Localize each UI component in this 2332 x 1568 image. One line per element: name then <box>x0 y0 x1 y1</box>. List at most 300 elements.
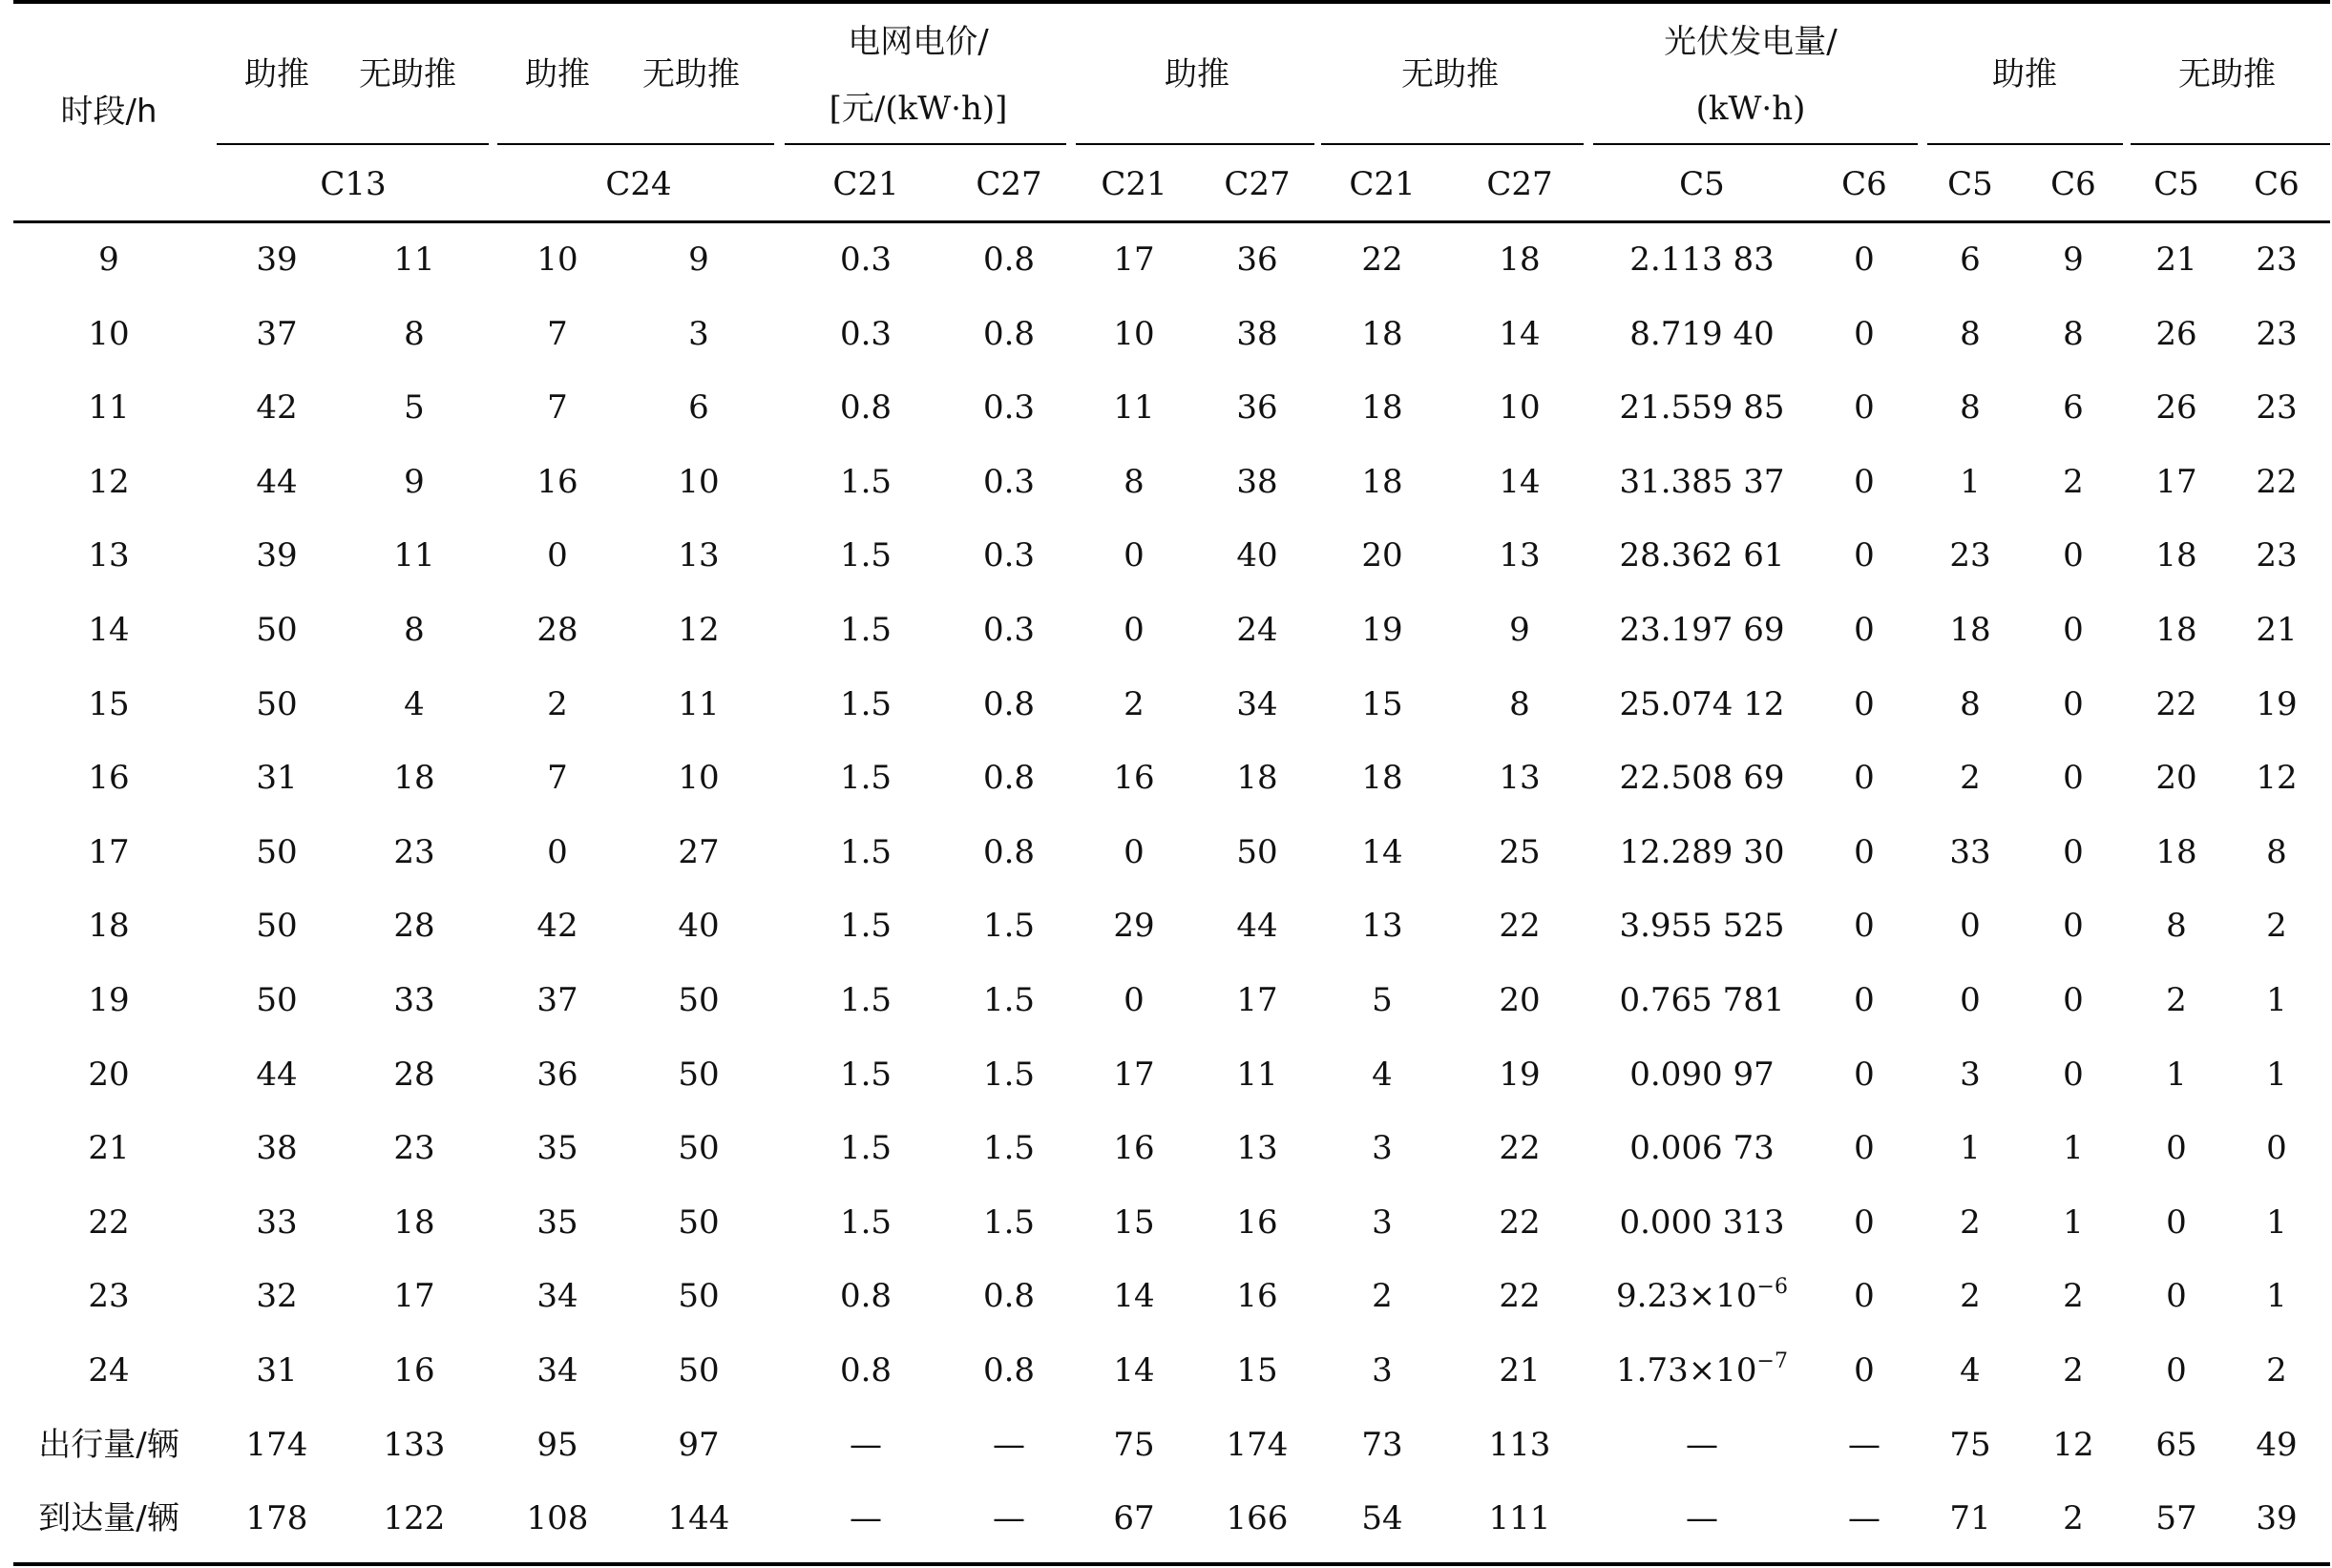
table-cell: 1.5 <box>839 1129 893 1168</box>
table-cell: 50 <box>256 981 298 1019</box>
table-cell: 0 <box>2063 1055 2084 1094</box>
row-label: 19 <box>88 981 130 1019</box>
table-cell: 3.955 525 <box>1619 907 1785 946</box>
table-cell: 6 <box>688 388 709 428</box>
table-cell: 1.5 <box>982 1202 1036 1242</box>
table-cell: 17 <box>393 1277 435 1316</box>
row-label: 10 <box>88 314 130 353</box>
row-label: 11 <box>88 388 130 428</box>
group-underline <box>1076 143 1314 145</box>
table-cell: 0.3 <box>982 388 1036 428</box>
table-cell: 42 <box>536 907 578 946</box>
table-cell: 23.197 69 <box>1619 611 1785 649</box>
sub-c27: C27 <box>1486 165 1553 203</box>
table-cell: 75 <box>1113 1425 1155 1464</box>
table-cell: 29 <box>1113 907 1155 946</box>
sub-c5: C5 <box>1679 165 1725 203</box>
table-cell: 113 <box>1488 1425 1551 1464</box>
table-cell: 1.5 <box>839 832 893 871</box>
table-cell: 23 <box>393 832 435 871</box>
table-cell: 4 <box>1960 1351 1981 1390</box>
table-cell: 33 <box>256 1202 298 1242</box>
header-price-line1: 电网电价/ <box>848 23 989 61</box>
table-cell: 50 <box>678 1351 720 1390</box>
table-cell: 17 <box>1236 981 1278 1019</box>
table-cell: 50 <box>256 907 298 946</box>
group-underline <box>1927 143 2123 145</box>
table-cell: 21.559 85 <box>1619 388 1785 428</box>
table-cell: 23 <box>2256 536 2298 575</box>
table-cell: 1.5 <box>982 1055 1036 1094</box>
table-cell: 26 <box>2155 388 2197 428</box>
table-cell: 0.8 <box>982 1351 1036 1390</box>
table-cell: 28 <box>393 1055 435 1094</box>
table-cell: 0.765 781 <box>1619 981 1785 1019</box>
table-cell: 1.5 <box>839 536 893 575</box>
table-cell: 13 <box>1361 907 1403 946</box>
table-cell: 14 <box>1361 832 1403 871</box>
sub-c5: C5 <box>2153 165 2199 203</box>
table-cell: 11 <box>393 536 435 575</box>
table-cell: 10 <box>1499 388 1541 428</box>
table-cell: 108 <box>526 1499 589 1538</box>
table-cell: 10 <box>536 240 578 279</box>
table-cell: 1 <box>2063 1202 2084 1242</box>
table-cell: 12 <box>678 611 720 649</box>
table-cell: 8 <box>1960 314 1981 353</box>
table-cell: 0.3 <box>982 611 1036 649</box>
table-cell: 0 <box>2063 611 2084 649</box>
row-label: 17 <box>88 832 130 871</box>
table-cell: 23 <box>393 1129 435 1168</box>
table-cell: 73 <box>1361 1425 1403 1464</box>
table-cell: 2 <box>547 684 568 723</box>
table-cell: 1 <box>2266 1055 2287 1094</box>
table-cell: 50 <box>678 1202 720 1242</box>
table-cell: 22 <box>1361 240 1403 279</box>
table-cell: 50 <box>1236 832 1278 871</box>
cell-exponent: −7 <box>1756 1349 1788 1373</box>
table-cell: 7 <box>547 388 568 428</box>
table-cell: 34 <box>536 1277 578 1316</box>
table-cell: 39 <box>2256 1499 2298 1538</box>
header-price-line2: [元/(kW·h)] <box>829 90 1008 128</box>
sub-c21: C21 <box>1101 165 1167 203</box>
header-pv-line2: (kW·h) <box>1695 90 1806 128</box>
table-cell: 26 <box>2155 314 2197 353</box>
table-cell: 0 <box>1854 1277 1875 1316</box>
sub-c21: C21 <box>832 165 899 203</box>
table-cell: 0 <box>1854 536 1875 575</box>
table-cell: 28.362 61 <box>1619 536 1785 575</box>
table-cell: 0 <box>2063 832 2084 871</box>
table-cell: 0 <box>1854 240 1875 279</box>
table-cell: 1 <box>1960 1129 1981 1168</box>
row-label: 20 <box>88 1055 130 1094</box>
table-cell: 32 <box>256 1277 298 1316</box>
table-cell: 0 <box>1854 611 1875 649</box>
row-label: 到达量/辆 <box>38 1499 179 1538</box>
sub-c21: C21 <box>1349 165 1416 203</box>
table-cell: 5 <box>404 388 425 428</box>
table-cell: 2 <box>2266 907 2287 946</box>
table-cell: 1.5 <box>839 907 893 946</box>
table-cell: 18 <box>1949 611 1991 649</box>
table-cell: 18 <box>393 759 435 798</box>
table-cell: 22 <box>2256 462 2298 501</box>
table-cell: 0 <box>2063 684 2084 723</box>
table-cell: 1.5 <box>982 1129 1036 1168</box>
table-cell: 65 <box>2155 1425 2197 1464</box>
table-cell: 36 <box>536 1055 578 1094</box>
table-cell: 16 <box>1236 1277 1278 1316</box>
bottom-rule <box>13 1562 2330 1566</box>
table-cell: 111 <box>1488 1499 1551 1538</box>
table-cell: 50 <box>678 981 720 1019</box>
top-rule <box>13 0 2330 4</box>
table-cell: 95 <box>536 1425 578 1464</box>
table-cell: 0 <box>2166 1351 2187 1390</box>
table-cell: 1.5 <box>982 981 1036 1019</box>
table-cell: 6 <box>1960 240 1981 279</box>
table-cell: 11 <box>393 240 435 279</box>
table-cell: 1.5 <box>839 1202 893 1242</box>
table-cell: 35 <box>536 1202 578 1242</box>
table-cell: 50 <box>256 611 298 649</box>
row-label: 14 <box>88 611 130 649</box>
table-cell: 33 <box>1949 832 1991 871</box>
table-cell: — <box>1848 1425 1880 1464</box>
header-no-assist: 无助推 <box>2178 55 2276 94</box>
row-label: 12 <box>88 462 130 501</box>
row-label: 出行量/辆 <box>38 1425 179 1464</box>
table-cell: 18 <box>1361 462 1403 501</box>
table-cell: — <box>1686 1425 1718 1464</box>
table-cell: 18 <box>1361 314 1403 353</box>
table-cell: 71 <box>1949 1499 1991 1538</box>
table-cell: 8 <box>2166 907 2187 946</box>
table-cell: 8 <box>2266 832 2287 871</box>
table-cell: 23 <box>2256 240 2298 279</box>
table-cell: 18 <box>2155 832 2197 871</box>
header-assist: 助推 <box>525 55 590 94</box>
table-cell: 1.5 <box>839 684 893 723</box>
table-cell: 33 <box>393 981 435 1019</box>
header-pv-line1: 光伏发电量/ <box>1664 23 1838 61</box>
table-cell: 31 <box>256 1351 298 1390</box>
group-underline <box>1593 143 1918 145</box>
sub-c6: C6 <box>2050 165 2096 203</box>
table-cell: 9 <box>2063 240 2084 279</box>
table-cell: 17 <box>1113 1055 1155 1094</box>
table-cell <box>1616 1349 1788 1390</box>
table-cell: 8 <box>404 314 425 353</box>
table-cell: 2 <box>1124 684 1145 723</box>
table-cell: 18 <box>2155 536 2197 575</box>
table-cell: 0 <box>1854 1129 1875 1168</box>
group-underline <box>2131 143 2330 145</box>
table-cell: 0.8 <box>982 240 1036 279</box>
table-cell: 3 <box>1372 1351 1393 1390</box>
table-cell: 10 <box>678 759 720 798</box>
table-cell: 97 <box>678 1425 720 1464</box>
table-cell: 0 <box>1854 1202 1875 1242</box>
table-cell: 9 <box>404 462 425 501</box>
table-cell: 44 <box>256 1055 298 1094</box>
table-cell <box>1616 1275 1788 1316</box>
group-underline <box>497 143 774 145</box>
table-cell: 2.113 83 <box>1629 240 1775 279</box>
table-cell: 42 <box>256 388 298 428</box>
table-cell: 12 <box>2052 1425 2094 1464</box>
table-cell: 50 <box>256 684 298 723</box>
table-cell: 8 <box>1509 684 1530 723</box>
table-cell: 1.5 <box>839 462 893 501</box>
table-cell: 20 <box>1499 981 1541 1019</box>
table-cell: 18 <box>393 1202 435 1242</box>
table-cell: 38 <box>1236 462 1278 501</box>
table-cell: 18 <box>1236 759 1278 798</box>
table-cell: 166 <box>1226 1499 1289 1538</box>
table-cell: 1.5 <box>839 1055 893 1094</box>
table-cell: 1.5 <box>982 907 1036 946</box>
row-label: 13 <box>88 536 130 575</box>
group-underline <box>217 143 489 145</box>
table-cell: 0 <box>1854 462 1875 501</box>
table-cell: 0.8 <box>982 684 1036 723</box>
table-cell: 10 <box>1113 314 1155 353</box>
table-cell: 28 <box>393 907 435 946</box>
table-cell: 23 <box>2256 314 2298 353</box>
table-cell: 0 <box>1854 907 1875 946</box>
table-cell: 0.006 73 <box>1629 1129 1775 1168</box>
table-cell: 3 <box>1372 1202 1393 1242</box>
table-cell: 0.8 <box>839 1351 893 1390</box>
table-cell: 28 <box>536 611 578 649</box>
table-cell: 22 <box>2155 684 2197 723</box>
table-cell: 1 <box>1960 462 1981 501</box>
sub-c27: C27 <box>976 165 1042 203</box>
table-cell: 13 <box>1499 536 1541 575</box>
table-cell: 9 <box>688 240 709 279</box>
table-cell: 31.385 37 <box>1619 462 1785 501</box>
table-cell: 8 <box>1124 462 1145 501</box>
table-cell: 17 <box>1113 240 1155 279</box>
table-cell: 35 <box>536 1129 578 1168</box>
table-cell: 16 <box>1113 1129 1155 1168</box>
table-cell: 0 <box>1854 981 1875 1019</box>
table-cell: 22 <box>1499 1277 1541 1316</box>
table-cell: 2 <box>1372 1277 1393 1316</box>
table-cell: 133 <box>383 1425 446 1464</box>
table-cell: 21 <box>2155 240 2197 279</box>
row-label: 22 <box>88 1202 130 1242</box>
table-cell: 57 <box>2155 1499 2197 1538</box>
table-cell: 37 <box>256 314 298 353</box>
table-cell: 20 <box>1361 536 1403 575</box>
table-cell: 49 <box>2256 1425 2298 1464</box>
table-cell: 122 <box>383 1499 446 1538</box>
table-cell: 0 <box>1854 832 1875 871</box>
table-cell: — <box>850 1425 882 1464</box>
table-cell: 4 <box>1372 1055 1393 1094</box>
table-cell: 23 <box>2256 388 2298 428</box>
table-cell: — <box>1686 1499 1718 1538</box>
table-cell: — <box>1848 1499 1880 1538</box>
table-cell: 16 <box>1236 1202 1278 1242</box>
table-cell: 8 <box>1960 684 1981 723</box>
table-cell: 50 <box>256 832 298 871</box>
table-cell: 0 <box>1124 536 1145 575</box>
table-cell: 0 <box>1854 1351 1875 1390</box>
table-cell: 2 <box>2166 981 2187 1019</box>
row-label: 21 <box>88 1129 130 1168</box>
table-cell: 8 <box>2063 314 2084 353</box>
table-cell: 0 <box>1854 759 1875 798</box>
table-cell: 5 <box>1372 981 1393 1019</box>
table-cell: 0 <box>547 536 568 575</box>
table-cell: 75 <box>1949 1425 1991 1464</box>
table-cell: 2 <box>2063 1351 2084 1390</box>
table-cell: 0 <box>2166 1277 2187 1316</box>
row-label: 18 <box>88 907 130 946</box>
table-cell: 3 <box>1372 1129 1393 1168</box>
table-cell: 178 <box>245 1499 308 1538</box>
table-cell: 0 <box>547 832 568 871</box>
table-cell: 40 <box>678 907 720 946</box>
sub-c24: C24 <box>605 165 672 203</box>
sub-c6: C6 <box>2254 165 2300 203</box>
table-cell: 0 <box>1854 388 1875 428</box>
table-cell: 0 <box>1854 684 1875 723</box>
table-cell: 11 <box>678 684 720 723</box>
row-label: 15 <box>88 684 130 723</box>
table-cell: 0.8 <box>982 314 1036 353</box>
table-cell: 23 <box>1949 536 1991 575</box>
table-cell: 9 <box>1509 611 1530 649</box>
table-cell: 3 <box>1960 1055 1981 1094</box>
table-cell: 16 <box>536 462 578 501</box>
table-cell: 50 <box>678 1129 720 1168</box>
table-cell: 17 <box>2155 462 2197 501</box>
header-no-assist: 无助推 <box>359 55 456 94</box>
table-cell: 13 <box>1236 1129 1278 1168</box>
table-cell: 34 <box>1236 684 1278 723</box>
table-cell: 36 <box>1236 240 1278 279</box>
table-cell: — <box>993 1499 1025 1538</box>
header-assist: 助推 <box>244 55 309 94</box>
table-cell: 19 <box>2256 684 2298 723</box>
data-table <box>13 0 2330 1568</box>
table-cell: 0 <box>2166 1129 2187 1168</box>
table-cell: 15 <box>1361 684 1403 723</box>
table-cell: 0.8 <box>982 1277 1036 1316</box>
table-cell: 8 <box>1960 388 1981 428</box>
table-cell: 0 <box>2063 536 2084 575</box>
table-cell: 0 <box>1124 832 1145 871</box>
table-cell: 2 <box>1960 1277 1981 1316</box>
table-cell: 50 <box>678 1277 720 1316</box>
table-cell: 12 <box>2256 759 2298 798</box>
table-cell: 2 <box>2063 1277 2084 1316</box>
table-cell: 0.8 <box>982 759 1036 798</box>
table-cell: 0.3 <box>982 462 1036 501</box>
table-cell: 15 <box>1113 1202 1155 1242</box>
table-cell: 14 <box>1499 462 1541 501</box>
table-cell: 144 <box>667 1499 730 1538</box>
table-cell: 11 <box>1236 1055 1278 1094</box>
table-cell: 18 <box>2155 611 2197 649</box>
table-cell: 0 <box>1960 981 1981 1019</box>
table-cell: 0.8 <box>839 388 893 428</box>
table-cell: 39 <box>256 536 298 575</box>
table-cell: 2 <box>1960 1202 1981 1242</box>
header-no-assist: 无助推 <box>1401 55 1499 94</box>
table-cell: 174 <box>1226 1425 1289 1464</box>
table-cell: 44 <box>1236 907 1278 946</box>
table-cell: 174 <box>245 1425 308 1464</box>
table-cell: 34 <box>536 1351 578 1390</box>
table-cell: 14 <box>1499 314 1541 353</box>
table-cell: 22.508 69 <box>1619 759 1785 798</box>
table-cell: 8.719 40 <box>1629 314 1775 353</box>
table-cell: 0 <box>2063 907 2084 946</box>
table-cell: 44 <box>256 462 298 501</box>
table-cell: 0.000 313 <box>1619 1202 1785 1242</box>
cell-base: 1.73×10 <box>1616 1351 1757 1390</box>
table-cell: 21 <box>1499 1351 1541 1390</box>
table-cell: 0 <box>1124 981 1145 1019</box>
table-cell: 22 <box>1499 1202 1541 1242</box>
table-cell: 2 <box>1960 759 1981 798</box>
table-cell: 20 <box>2155 759 2197 798</box>
header-no-assist: 无助推 <box>642 55 740 94</box>
table-cell: 19 <box>1499 1055 1541 1094</box>
table-cell: 24 <box>1236 611 1278 649</box>
table-cell: 11 <box>1113 388 1155 428</box>
table-cell: 0.090 97 <box>1629 1055 1775 1094</box>
table-cell: 18 <box>1499 240 1541 279</box>
table-cell: 2 <box>2266 1351 2287 1390</box>
cell-base: 9.23×10 <box>1616 1277 1757 1316</box>
table-cell: 0.8 <box>982 832 1036 871</box>
header-time: 时段/h <box>60 93 158 131</box>
table-cell: 14 <box>1113 1351 1155 1390</box>
table-cell: 25 <box>1499 832 1541 871</box>
table-cell: 1 <box>2166 1055 2187 1094</box>
table-cell: 2 <box>2063 1499 2084 1538</box>
table-cell: 7 <box>547 314 568 353</box>
table-cell: 1.5 <box>839 981 893 1019</box>
row-label: 16 <box>88 759 130 798</box>
table-cell: 16 <box>393 1351 435 1390</box>
table-cell: 1 <box>2266 1202 2287 1242</box>
header-assist: 助推 <box>1992 55 2057 94</box>
sub-c6: C6 <box>1841 165 1887 203</box>
table-cell: 1 <box>2266 1277 2287 1316</box>
group-underline <box>1321 143 1584 145</box>
table-cell: 3 <box>688 314 709 353</box>
sub-c13: C13 <box>320 165 387 203</box>
table-cell: 6 <box>2063 388 2084 428</box>
table-cell: 0.3 <box>839 240 893 279</box>
table-cell: 0 <box>1960 907 1981 946</box>
table-cell: 0 <box>2063 759 2084 798</box>
table-cell: 36 <box>1236 388 1278 428</box>
table-cell: 54 <box>1361 1499 1403 1538</box>
table-cell: 18 <box>1361 388 1403 428</box>
table-cell: 0.3 <box>982 536 1036 575</box>
